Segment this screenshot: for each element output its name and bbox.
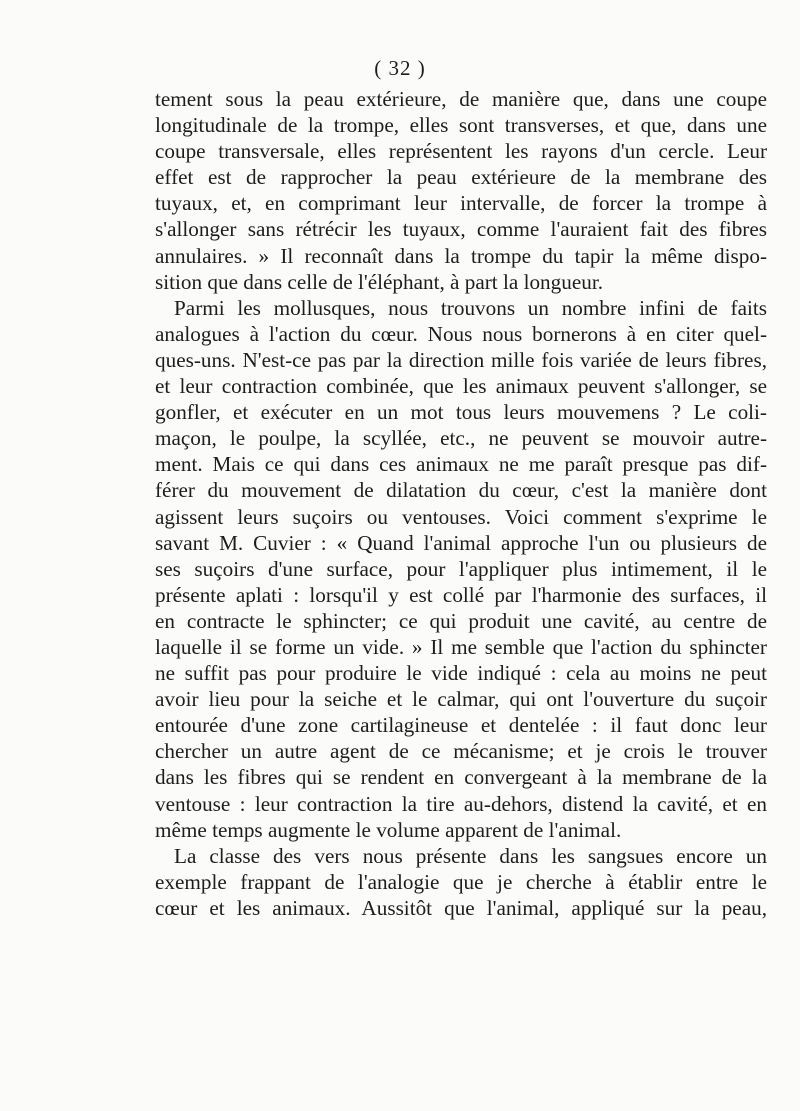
text-line: tuyaux, et, en comprimant leur intervalle, de forcer la trompe à [155, 191, 767, 216]
text-line: longitudinale de la trompe, elles sont transverses, et que, dans une [155, 113, 767, 138]
text-line: tement sous la peau extérieure, de manière que, dans une coupe [155, 87, 767, 111]
body-text [155, 86, 767, 921]
text-line: dans les fibres qui se rendent en convergeant à la membrane de la [155, 765, 767, 790]
text-line: ventouse : leur contraction la tire au-dehors, distend la cavité, et en [155, 791, 767, 816]
text-line: en contracte le sphincter; ce qui produit une cavité, au centre de [155, 608, 767, 633]
text-line: laquelle il se forme un vide. » Il me semble que l'action du sphincter [155, 634, 767, 659]
text-line: sition que dans celle de l'éléphant, à part la longueur. [155, 269, 604, 294]
text-line: analogues à l'action du cœur. Nous nous bornerons à en citer quel- [155, 321, 767, 346]
text-line: même temps augmente le volume apparent de l'animal. [155, 817, 622, 842]
text-line: entourée d'une zone cartilagineuse et dentelée : il faut donc leur [155, 713, 767, 738]
text-line: exemple frappant de l'analogie que je cherche à établir entre le [155, 869, 767, 894]
text-line: avoir lieu pour la seiche et le calmar, qui ont l'ouverture du suçoir [155, 687, 767, 712]
text-line: ment. Mais ce qui dans ces animaux ne me paraît presque pas dif- [155, 452, 767, 477]
text-line: ses suçoirs d'une surface, pour l'appliquer plus intimement, il le [155, 556, 767, 581]
text-line: maçon, le poulpe, la scyllée, etc., ne peuvent se mouvoir autre- [155, 426, 767, 451]
text-line: effet est de rapprocher la peau extérieure de la membrane des [155, 165, 767, 190]
text-line: ne suffit pas pour produire le vide indiqué : cela au moins ne peut [155, 661, 767, 686]
text-line: gonfler, et exécuter en un mot tous leurs mouvemens ? Le coli- [155, 400, 767, 425]
text-line: savant M. Cuvier : « Quand l'animal approche l'un ou plusieurs de [155, 530, 767, 555]
text-line: férer du mouvement de dilatation du cœur, c'est la manière dont [155, 478, 767, 503]
text-line: annulaires. » Il reconnaît dans la trompe du tapir la même dispo- [155, 243, 767, 268]
text-line: La classe des vers nous présente dans les sangsues encore un [174, 843, 767, 868]
text-line: présente aplati : lorsqu'il y est collé par l'harmonie des surfaces, il [155, 582, 767, 607]
text-line: agissent leurs suçoirs ou ventouses. Voici comment s'exprime le [155, 504, 767, 529]
page-number: ( 32 ) [374, 56, 426, 80]
text-line: ques-uns. N'est-ce pas par la direction mille fois variée de leurs fibres, [155, 347, 767, 372]
text-line: chercher un autre agent de ce mécanisme; et je crois le trouver [155, 739, 767, 764]
text-line: s'allonger sans rétrécir les tuyaux, comme l'auraient fait des fibres [155, 217, 767, 242]
text-line: Parmi les mollusques, nous trouvons un nombre infini de faits [174, 295, 767, 320]
text-line: cœur et les animaux. Aussitôt que l'animal, appliqué sur la peau, [155, 895, 767, 920]
text-line: et leur contraction combinée, que les animaux peuvent s'allonger, se [155, 374, 767, 399]
text-line: coupe transversale, elles représentent les rayons d'un cercle. Leur [155, 139, 767, 164]
